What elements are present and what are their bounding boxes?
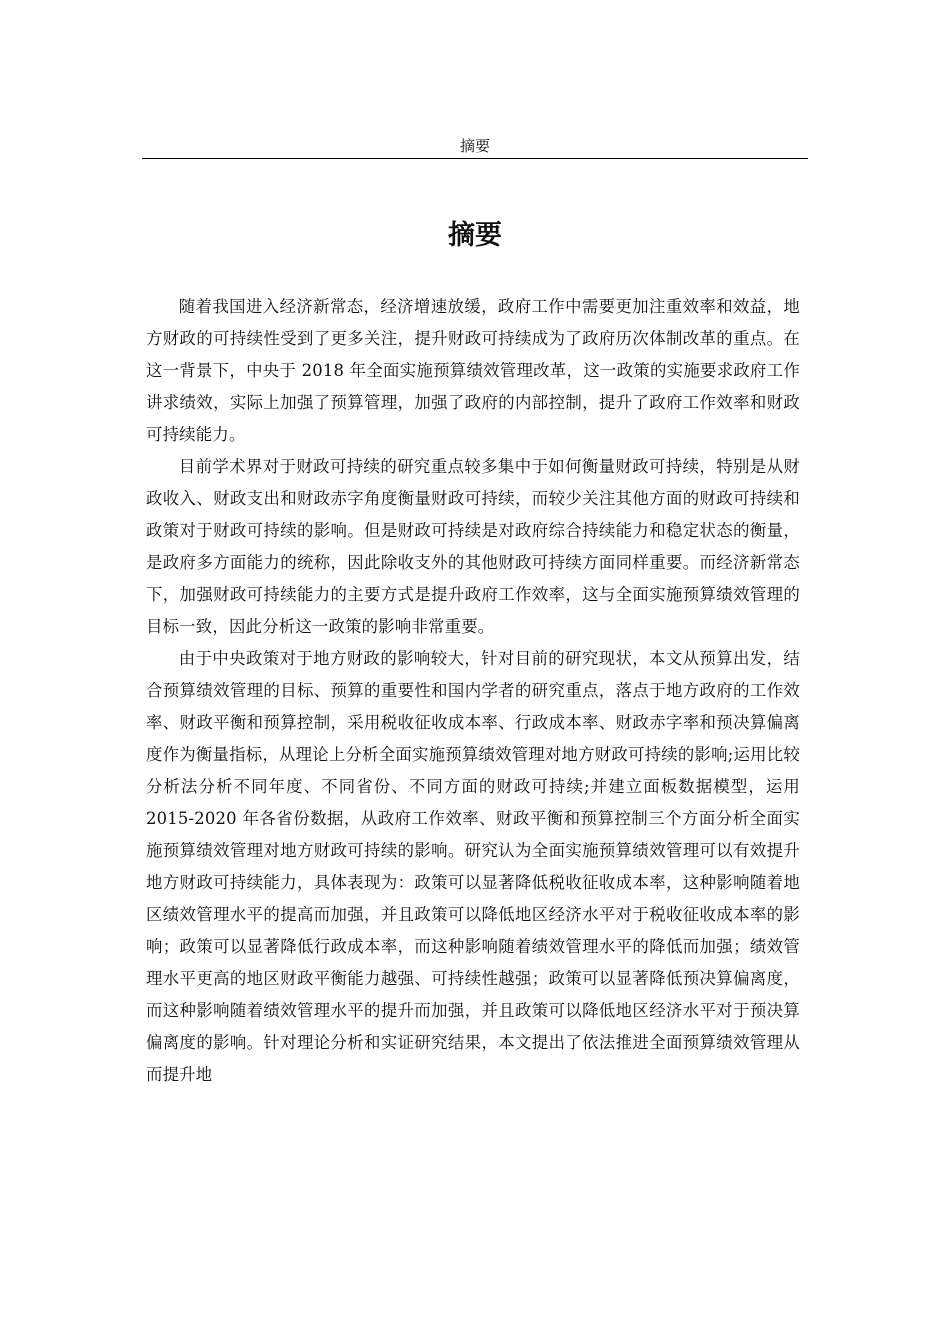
abstract-title: 摘要 — [448, 220, 502, 251]
header-rule — [142, 158, 808, 159]
abstract-paragraph-1: 随着我国进入经济新常态，经济增速放缓，政府工作中需要更加注重效率和效益，地方财政的可持续性受到了更多关注，提升财政可持续成为了政府历次体制改革的重点。在这一背景下，中央于 2018 年全面实施预算绩效管理改革，这一政策的实施要求政府工作讲求绩效，实际上加强了预算管理，加强了政府的内部控制，提升了政府工作效率和财政可持续能力。 — [146, 297, 800, 444]
abstract-paragraph-2: 目前学术界对于财政可持续的研究重点较多集中于如何衡量财政可持续，特别是从财政收入、财政支出和财政赤字角度衡量财政可持续，而较少关注其他方面的财政可持续和政策对于财政可持续的影响。但是财政可持续是对政府综合持续能力和稳定状态的衡量，是政府多方面能力的统称，因此除收支外的其他财政可持续方面同样重要。而经济新常态下，加强财政可持续能力的主要方式是提升政府工作效率，这与全面实施预算绩效管理的目标一致，因此分析这一政策的影响非常重要。 — [146, 457, 800, 636]
running-header: 摘要 — [459, 137, 490, 155]
abstract-body — [146, 291, 800, 1091]
abstract-paragraph-3: 由于中央政策对于地方财政的影响较大，针对目前的研究现状，本文从预算出发，结合预算绩效管理的目标、预算的重要性和国内学者的研究重点，落点于地方政府的工作效率、财政平衡和预算控制，采用税收征收成本率、行政成本率、财政赤字率和预决算偏离度作为衡量指标，从理论上分析全面实施预算绩效管理对地方财政可持续的影响;运用比较分析法分析不同年度、不同省份、不同方面的财政可持续;并建立面板数据模型，运用 2015-2020 年各省份数据，从政府工作效率、财政平衡和预算控制三个方面分析全面实施预算绩效管理对地方财政可持续的影响。研究认为全面实施预算绩效管理可以有效提升地方财政可持续能力，具体表现为：政策可以显著降低税收征收成本率，这种影响随着地区绩效管理水平的提高而加强，并且政策可以降低地区经济水平对于税收征收成本率的影响；政策可以显著降低行政成本率，而这种影响随着绩效管理水平的降低而加强；绩效管理水平更高的地区财政平衡能力越强、可持续性越强；政策可以显著降低预决算偏离度，而这种影响随着绩效管理水平的提升而加强，并且政策可以降低地区经济水平对于预决算偏离度的影响。针对理论分析和实证研究结果，本文提出了依法推进全面预算绩效管理从而提升地 — [146, 649, 800, 1084]
